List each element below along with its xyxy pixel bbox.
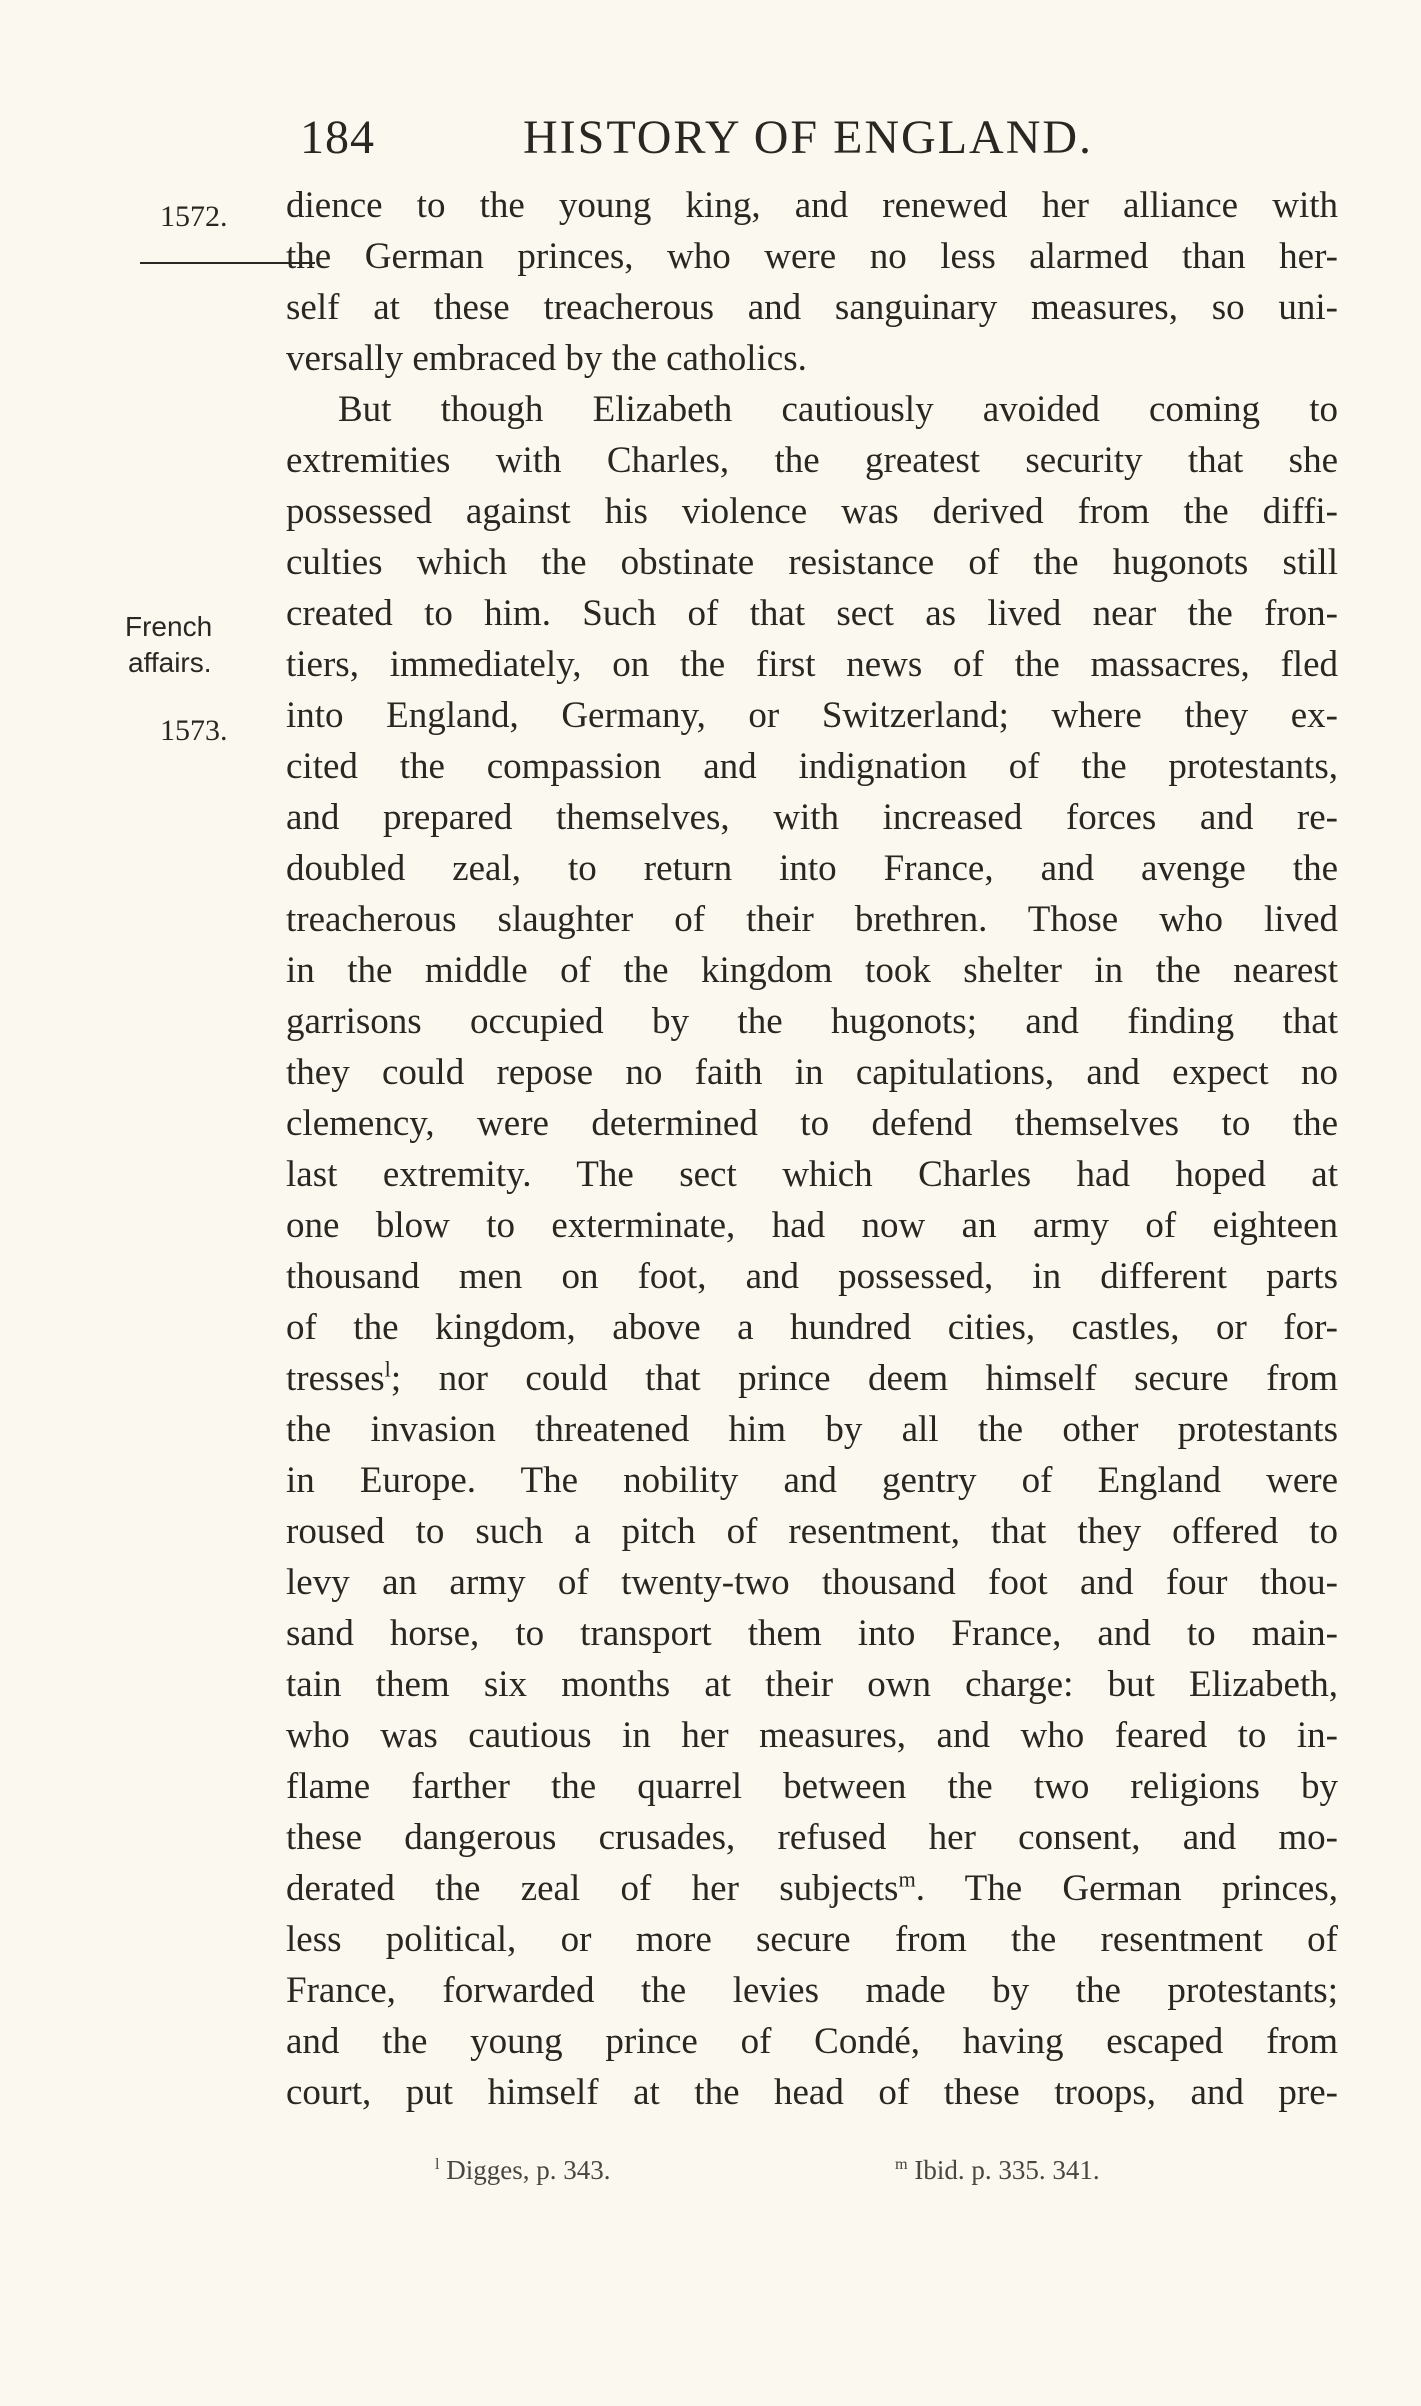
text-line: court, put himself at the head of these troops, and pre- (286, 2072, 1338, 2113)
text-line: into England, Germany, or Switzerland; where they ex- (286, 695, 1338, 736)
text-line: But though Elizabeth cautiously avoided coming to (338, 389, 1338, 430)
text-line: versally embraced by the catholics. (286, 338, 807, 379)
text-line: of the kingdom, above a hundred cities, castles, or for- (286, 1307, 1338, 1348)
text-segment: . The German princes, (915, 1868, 1338, 1909)
text-line: treacherous slaughter of their brethren. Those who lived (286, 899, 1338, 940)
text-line: flame farther the quarrel between the two religions by (286, 1766, 1338, 1807)
text-line: possessed against his violence was derived from the diffi- (286, 491, 1338, 532)
text-line: who was cautious in her measures, and who feared to in- (286, 1715, 1338, 1756)
text-line: the German princes, who were no less alarmed than her- (286, 236, 1338, 277)
text-line: self at these treacherous and sanguinary measures, so uni- (286, 287, 1338, 328)
margin-year-1573: 1573. (160, 714, 228, 747)
text-line-with-footnote (286, 1353, 1338, 1404)
text-line: thousand men on foot, and possessed, in different parts (286, 1256, 1338, 1297)
text-line-with-footnote (286, 1863, 1338, 1914)
text-line: sand horse, to transport them into France, and to main- (286, 1613, 1338, 1654)
text-line: tain them six months at their own charge: but Elizabeth, (286, 1664, 1338, 1705)
page-number: 184 (300, 111, 375, 164)
margin-note-french-affairs (125, 609, 212, 681)
footnote-m (895, 2155, 1100, 2186)
text-line: dience to the young king, and renewed her alliance with (286, 185, 1338, 226)
margin-note-line: affairs. (128, 647, 212, 678)
text-line: and the young prince of Condé, having escaped from (286, 2021, 1338, 2062)
text-line: culties which the obstinate resistance of the hugonots still (286, 542, 1338, 583)
text-segment: ; nor could that prince deem himself secure from (390, 1358, 1338, 1399)
margin-year-1572: 1572. (160, 200, 228, 233)
text-line: one blow to exterminate, had now an army of eighteen (286, 1205, 1338, 1246)
text-line: tiers, immediately, on the first news of the massacres, fled (286, 644, 1338, 685)
text-line: and prepared themselves, with increased forces and re- (286, 797, 1338, 838)
margin-notes (0, 0, 270, 2406)
text-line: the invasion threatened him by all the other protestants (286, 1409, 1338, 1450)
text-line: roused to such a pitch of resentment, that they offered to (286, 1511, 1338, 1552)
footnote-text: Digges, p. 343. (446, 2155, 611, 2185)
text-line: extremities with Charles, the greatest security that she (286, 440, 1338, 481)
text-line: these dangerous crusades, refused her consent, and mo- (286, 1817, 1338, 1858)
footnote-ref-m: m (898, 1866, 916, 1892)
running-title: HISTORY OF ENGLAND. (523, 111, 1094, 164)
margin-note-line: French (125, 611, 213, 642)
text-line: in Europe. The nobility and gentry of England were (286, 1460, 1338, 1501)
text-line: they could repose no faith in capitulations, and expect no (286, 1052, 1338, 1093)
text-line: created to him. Such of that sect as lived near the fron- (286, 593, 1338, 634)
text-segment: derated the zeal of her subjects (286, 1868, 899, 1909)
text-segment: tresses (286, 1358, 385, 1399)
body-text (286, 180, 1338, 2118)
footnote-l (435, 2155, 611, 2186)
footnote-ref-l: l (384, 1356, 391, 1382)
text-line: in the middle of the kingdom took shelter in the nearest (286, 950, 1338, 991)
text-line: levy an army of twenty-two thousand foot and four thou- (286, 1562, 1338, 1603)
footnotes (0, 2155, 1421, 2195)
text-line: France, forwarded the levies made by the protestants; (286, 1970, 1338, 2011)
text-line: cited the compassion and indignation of the protestants, (286, 746, 1338, 787)
footnote-mark: m (895, 2155, 908, 2173)
text-line: garrisons occupied by the hugonots; and finding that (286, 1001, 1338, 1042)
footnote-text: Ibid. p. 335. 341. (914, 2155, 1100, 2185)
footnote-mark: l (435, 2155, 440, 2173)
text-line: less political, or more secure from the resentment of (286, 1919, 1338, 1960)
text-line: last extremity. The sect which Charles had hoped at (286, 1154, 1338, 1195)
text-line: clemency, were determined to defend themselves to the (286, 1103, 1338, 1144)
text-line: doubled zeal, to return into France, and avenge the (286, 848, 1338, 889)
